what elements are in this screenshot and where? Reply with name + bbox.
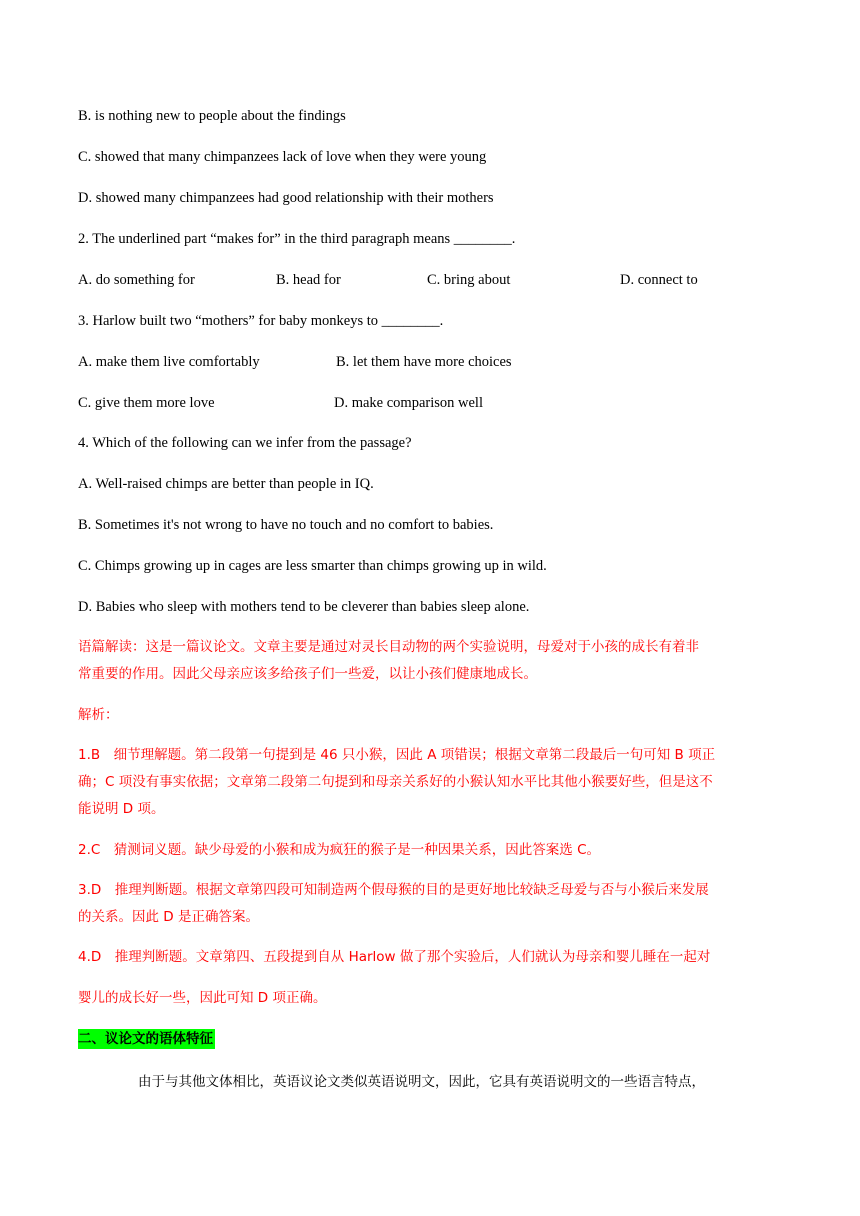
section-body-line-1: 由于与其他文体相比，英语议论文类似英语说明文，因此，它具有英语说明文的一些语言特点， [138,1074,705,1090]
question-3-option-b: B. let them have more choices [336,354,512,370]
question-3-option-d: D. make comparison well [334,395,483,411]
question-4-stem: 4. Which of the following can we infer from the passage? [78,435,412,451]
question-2-option-a: A. do something for [78,272,195,288]
question-2-option-d: D. connect to [620,272,698,288]
question-2-option-c: C. bring about [427,272,511,288]
question-2-option-b: B. head for [276,272,341,288]
answer-1-line-3: 能说明 D 项。 [78,801,165,817]
answer-1-line-2: 确；C 项没有事实依据；文章第二段第二句提到和母亲关系好的小猴认知水平比其他小猴要好些，但是这不 [78,774,713,790]
answer-4-line-1: 4.D 推理判断题。文章第四、五段提到自从 Harlow 做了那个实验后，人们就认为母亲和婴儿睡在一起对 [78,949,711,965]
question-4-option-c: C. Chimps growing up in cages are less smarter than chimps growing up in wild. [78,558,547,574]
summary-line-1: 语篇解读：这是一篇议论文。文章主要是通过对灵长目动物的两个实验说明，母爱对于小孩的成长有着非 [78,639,699,655]
question-3-stem: 3. Harlow built two “mothers” for baby monkeys to ________. [78,313,444,329]
analysis-label: 解析： [78,707,119,723]
question-1-option-d: D. showed many chimpanzees had good relationship with their mothers [78,190,494,206]
question-1-option-b: B. is nothing new to people about the findings [78,108,346,124]
question-3-option-c: C. give them more love [78,395,215,411]
question-3-option-a: A. make them live comfortably [78,354,260,370]
answer-4-line-2: 婴儿的成长好一些，因此可知 D 项正确。 [78,990,327,1006]
answer-1-line-1: 1.B 细节理解题。第二段第一句提到是 46 只小猴，因此 A 项错误；根据文章第二段最后一句可知 B 项正 [78,747,716,763]
question-4-option-a: A. Well-raised chimps are better than people in IQ. [78,476,374,492]
section-heading: 二、议论文的语体特征 [78,1031,213,1047]
question-2-stem: 2. The underlined part “makes for” in the third paragraph means ________. [78,231,516,247]
answer-2-line-1: 2.C 猜测词义题。缺少母爱的小猴和成为疯狂的猴子是一种因果关系，因此答案选 C。 [78,842,601,858]
summary-line-2: 常重要的作用。因此父母亲应该多给孩子们一些爱，以让小孩们健康地成长。 [78,666,537,682]
question-4-option-d: D. Babies who sleep with mothers tend to be cleverer than babies sleep alone. [78,599,530,615]
answer-3-line-1: 3.D 推理判断题。根据文章第四段可知制造两个假母猴的目的是更好地比较缺乏母爱与否与小猴后来发展 [78,882,709,898]
question-4-option-b: B. Sometimes it's not wrong to have no touch and no comfort to babies. [78,517,494,533]
question-1-option-c: C. showed that many chimpanzees lack of love when they were young [78,149,487,165]
answer-3-line-2: 的关系。因此 D 是正确答案。 [78,909,259,925]
